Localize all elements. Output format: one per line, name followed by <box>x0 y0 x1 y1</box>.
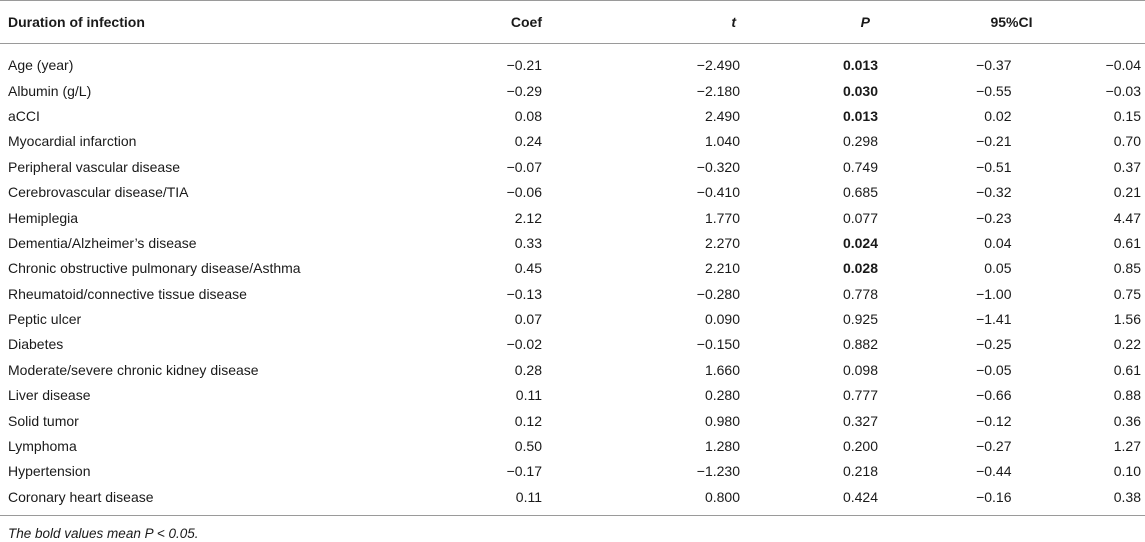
ci-lower-cell: 0.02 <box>984 107 1012 124</box>
row-label: Solid tumor <box>8 412 79 429</box>
t-cell: 0.090 <box>704 311 740 328</box>
t-cell: 2.210 <box>704 260 740 277</box>
coef-cell: 0.07 <box>514 311 542 328</box>
coef-cell: −0.07 <box>506 158 542 175</box>
ci-upper-cell: 0.61 <box>1113 234 1141 251</box>
ci-lower-cell: −0.66 <box>976 387 1012 404</box>
coef-cell: 0.33 <box>514 234 542 251</box>
table-row <box>0 332 1145 357</box>
ci-lower-cell: −0.25 <box>976 336 1012 353</box>
ci-lower-cell: −0.16 <box>878 484 1012 515</box>
row-label: Moderate/severe chronic kidney disease <box>8 361 259 378</box>
t-cell: −2.490 <box>696 57 740 74</box>
header-duration-of-infection: Duration of infection <box>0 1 418 44</box>
table-row <box>0 256 1145 281</box>
p-value-cell: 0.218 <box>842 463 878 480</box>
table-row <box>0 103 1145 128</box>
coef-cell: 0.24 <box>514 133 542 150</box>
ci-upper-cell: 0.85 <box>1113 260 1141 277</box>
coef-cell: 0.45 <box>514 260 542 277</box>
ci-lower-cell: −0.23 <box>976 209 1012 226</box>
p-value-cell: 0.778 <box>842 285 878 302</box>
t-cell: 0.280 <box>704 387 740 404</box>
table-row <box>0 78 1145 103</box>
ci-upper-cell: 0.37 <box>1113 158 1141 175</box>
coef-cell: 2.12 <box>514 209 542 226</box>
row-label: Peripheral vascular disease <box>8 158 180 175</box>
header-t: t <box>542 1 740 44</box>
t-cell: −0.280 <box>696 285 740 302</box>
row-label: Rheumatoid/connective tissue disease <box>8 285 247 302</box>
t-cell: 2.270 <box>704 234 740 251</box>
t-cell: −2.180 <box>696 82 740 99</box>
header-p: P <box>740 1 878 44</box>
ci-upper-cell: 0.75 <box>1113 285 1141 302</box>
row-label: aCCI <box>8 107 40 124</box>
t-cell: 1.280 <box>704 438 740 455</box>
table-row <box>0 484 1145 515</box>
p-value-cell: 0.200 <box>842 438 878 455</box>
t-cell: 1.770 <box>704 209 740 226</box>
row-label: Hemiplegia <box>8 209 79 226</box>
table-footnote: The bold values mean P < 0.05. <box>8 526 199 542</box>
ci-lower-cell: −0.32 <box>976 184 1012 201</box>
row-label: Liver disease <box>8 387 91 404</box>
p-value-cell: 0.013 <box>842 107 878 124</box>
p-value-cell: 0.098 <box>842 361 878 378</box>
ci-lower-cell: −0.51 <box>976 158 1012 175</box>
t-cell: 0.980 <box>704 412 740 429</box>
ci-upper-cell: 1.56 <box>1113 311 1141 328</box>
p-value-cell: 0.424 <box>740 484 878 515</box>
coef-cell: 0.50 <box>514 438 542 455</box>
table-row <box>0 383 1145 408</box>
ci-lower-cell: 0.05 <box>984 260 1012 277</box>
ci-upper-cell: 0.38 <box>1012 484 1145 515</box>
row-label: Age (year) <box>8 57 74 74</box>
t-cell: 1.040 <box>704 133 740 150</box>
p-value-cell: 0.077 <box>842 209 878 226</box>
row-label: Dementia/Alzheimer’s disease <box>8 234 197 251</box>
table-row <box>0 230 1145 255</box>
p-value-cell: 0.327 <box>842 412 878 429</box>
row-label: Albumin (g/L) <box>8 82 92 99</box>
ci-upper-cell: 0.70 <box>1113 133 1141 150</box>
table-row <box>0 281 1145 306</box>
t-cell: 0.800 <box>542 484 740 515</box>
ci-upper-cell: 4.47 <box>1113 209 1141 226</box>
table-row <box>0 154 1145 179</box>
ci-lower-cell: −0.21 <box>976 133 1012 150</box>
ci-lower-cell: −1.00 <box>976 285 1012 302</box>
coef-cell: −0.21 <box>506 57 542 74</box>
table-row <box>0 179 1145 204</box>
p-value-cell: 0.024 <box>842 234 878 251</box>
coef-cell: 0.08 <box>514 107 542 124</box>
table-row <box>0 408 1145 433</box>
ci-upper-cell: −0.03 <box>1105 82 1141 99</box>
p-value-cell: 0.882 <box>842 336 878 353</box>
ci-upper-cell: −0.04 <box>1105 57 1141 74</box>
ci-upper-cell: 1.27 <box>1113 438 1141 455</box>
row-label: Diabetes <box>8 336 64 353</box>
table-row <box>0 459 1145 484</box>
coef-cell: 0.11 <box>418 484 542 515</box>
ci-upper-cell: 0.10 <box>1113 463 1141 480</box>
row-label: Myocardial infarction <box>8 133 137 150</box>
coef-cell: 0.28 <box>514 361 542 378</box>
table-row <box>0 306 1145 331</box>
p-value-cell: 0.013 <box>842 57 878 74</box>
ci-lower-cell: −0.55 <box>976 82 1012 99</box>
coef-cell: −0.17 <box>506 463 542 480</box>
table-header <box>0 1 1145 44</box>
coef-cell: −0.02 <box>506 336 542 353</box>
coef-cell: −0.13 <box>506 285 542 302</box>
t-cell: 1.660 <box>704 361 740 378</box>
p-value-cell: 0.030 <box>842 82 878 99</box>
ci-upper-cell: 0.15 <box>1113 107 1141 124</box>
table-body <box>0 44 1145 516</box>
table-row <box>0 44 1145 78</box>
p-value-cell: 0.749 <box>842 158 878 175</box>
t-cell: −0.410 <box>696 184 740 201</box>
header-row <box>0 1 1145 44</box>
row-label: Cerebrovascular disease/TIA <box>8 184 189 201</box>
row-label: Hypertension <box>8 463 91 480</box>
ci-upper-cell: 0.36 <box>1113 412 1141 429</box>
ci-upper-cell: 0.88 <box>1113 387 1141 404</box>
table-row <box>0 205 1145 230</box>
t-cell: −0.150 <box>696 336 740 353</box>
ci-lower-cell: −0.27 <box>976 438 1012 455</box>
ci-lower-cell: −0.05 <box>976 361 1012 378</box>
row-label: Coronary heart disease <box>0 484 418 515</box>
t-cell: −0.320 <box>696 158 740 175</box>
coef-cell: 0.12 <box>514 412 542 429</box>
row-label: Chronic obstructive pulmonary disease/Asthma <box>8 260 301 277</box>
p-value-cell: 0.925 <box>842 311 878 328</box>
row-label: Peptic ulcer <box>8 311 82 328</box>
coef-cell: −0.06 <box>506 184 542 201</box>
t-cell: −1.230 <box>696 463 740 480</box>
ci-upper-cell: 0.61 <box>1113 361 1141 378</box>
ci-upper-cell: 0.21 <box>1113 184 1141 201</box>
table-row <box>0 129 1145 154</box>
ci-lower-cell: −0.44 <box>976 463 1012 480</box>
table-row <box>0 357 1145 382</box>
ci-lower-cell: −0.12 <box>976 412 1012 429</box>
row-label: Lymphoma <box>8 438 77 455</box>
coef-cell: 0.11 <box>515 387 542 404</box>
ci-upper-cell: 0.22 <box>1113 336 1141 353</box>
ci-lower-cell: −1.41 <box>976 311 1012 328</box>
ci-lower-cell: −0.37 <box>976 57 1012 74</box>
p-value-cell: 0.028 <box>842 260 878 277</box>
t-cell: 2.490 <box>704 107 740 124</box>
table-row <box>0 433 1145 458</box>
p-value-cell: 0.777 <box>842 387 878 404</box>
header-95ci: 95%CI <box>878 1 1145 44</box>
p-value-cell: 0.298 <box>842 133 878 150</box>
coef-cell: −0.29 <box>506 82 542 99</box>
p-value-cell: 0.685 <box>842 184 878 201</box>
header-coef: Coef <box>418 1 542 44</box>
ci-lower-cell: 0.04 <box>984 234 1012 251</box>
